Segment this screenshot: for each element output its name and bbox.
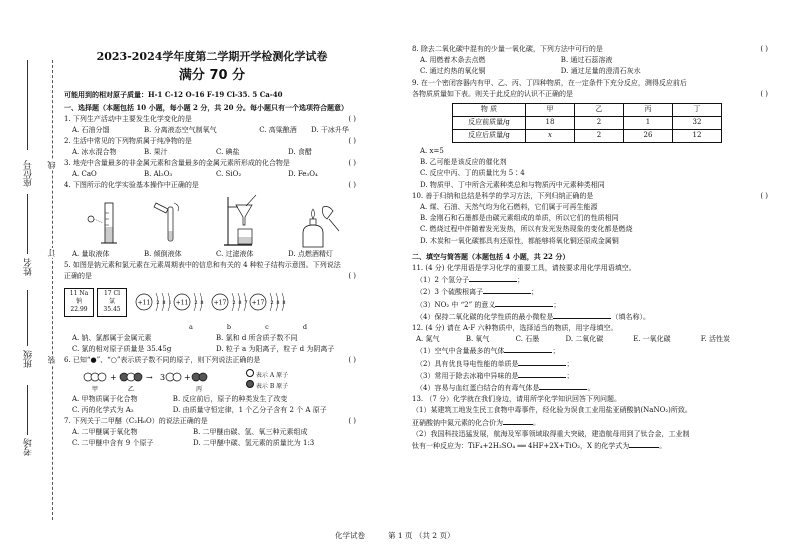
option: A. 甲物质属于化合物: [72, 395, 138, 403]
svg-text:3: 3: [160, 373, 166, 382]
electron-count: 8: [200, 300, 204, 306]
question-stem: 11. (4 分) 化学用语是学习化学的重要工具，请按要求用化学用语填空。: [412, 264, 636, 273]
question-stem: 9. 在一个密闭容器内有甲、乙、丙、丁四种物质，在一定条件下充分反应，测得反应前后: [412, 78, 687, 87]
question-stem: 10. 善于归纳和总结是科学的学习方法，下列归纳正确的是: [412, 191, 594, 200]
measuring-cylinder-icon: [83, 201, 123, 249]
question-stem: 1. 下列生产活动中主要发生化学变化的是: [64, 115, 192, 123]
question-9: [412, 78, 772, 100]
reactant-label-jia: 甲: [92, 386, 99, 393]
table-cell: 1: [624, 117, 673, 130]
option: B. 乙可能是该反应的催化剂: [420, 158, 507, 167]
answer-bracket: ( ): [760, 45, 768, 53]
table-cell: 反应后质量/g: [453, 130, 526, 143]
q1-options: [64, 125, 360, 136]
table-cell: 乙: [575, 104, 624, 117]
option: A. 煤、石油、天然气均为化石燃料，它们属于可再生能源: [420, 203, 598, 212]
option: A. 钠、氯都属于金属元素: [72, 334, 152, 342]
question-stem: 6. 已知“●”、“○”表示质子数不同的原子，则下列说法正确的是: [64, 356, 261, 364]
table-header-row: [453, 104, 722, 117]
chlorine-element-cell: 17 Cl 氯 35.45: [97, 288, 127, 317]
answer-blank[interactable]: [518, 358, 566, 366]
option: D. 食醋: [288, 148, 312, 156]
fill-item: （3）NO₂ 中 “2” 的意义 ；: [416, 300, 561, 309]
option: C. 高粱酿酒: [259, 126, 297, 134]
question-stem-line2: 正确的是 ( ): [64, 272, 356, 280]
question-stem: 2. 生活中常见的下列物质属于纯净物的是: [64, 137, 192, 145]
particle-label-d: d: [302, 323, 308, 331]
answer-bracket: ( ): [348, 181, 356, 189]
option: B. 通过石蕊溶液: [560, 56, 613, 65]
electron-count: 2: [270, 300, 274, 306]
question-1: [64, 114, 360, 125]
table-cell: 丁: [673, 104, 722, 117]
answer-blank[interactable]: [629, 440, 659, 448]
q12-options: [412, 334, 772, 345]
option: C. 燃烧过程中伴随着发光发热，所以有发光发热现象的变化都是燃烧: [420, 225, 633, 234]
table-row: [453, 117, 722, 130]
electron-count: 8: [276, 300, 280, 306]
question-4: [64, 180, 360, 191]
answer-bracket: ( ): [760, 89, 768, 98]
option: A. 氮气: [416, 335, 440, 344]
graduated-cylinder-figure: [83, 201, 123, 249]
option: B. 金刚石和石墨都是由碳元素组成的单质，所以它们的性质相同: [420, 214, 619, 223]
fill-item: 亚硝酸钠中氮元素的化合价为 。: [412, 418, 540, 427]
option: D. 由质量守恒定律，1 个乙分子含有 2 个 A 原子: [172, 406, 327, 414]
line-mark-xian: 线: [47, 161, 56, 169]
option: C. 氯的相对原子质量是 35.45g: [72, 345, 172, 353]
q6-legend: 表示 A 原子 表示 B 原子: [246, 369, 288, 391]
option: D. 二氧化碳: [565, 335, 604, 344]
option: A. 用燃着木条去点燃: [420, 56, 486, 65]
table-cell: 26: [624, 130, 673, 143]
q9-options: [412, 146, 772, 191]
electron-count: 8: [162, 300, 166, 306]
question-2: [64, 136, 360, 147]
class-field: [27, 290, 28, 346]
fill-item: （1）空气中含量最多的气体 ；: [416, 347, 560, 356]
electron-count: 2: [232, 300, 236, 306]
answer-bracket: ( ): [348, 115, 356, 123]
option: D. 干冰升华: [311, 126, 349, 134]
name-label: 姓名: [24, 258, 34, 276]
q2-options: [64, 147, 360, 158]
option: D. 二甲醚中碳、氢元素的质量比为 1:3: [192, 439, 315, 447]
answer-blank[interactable]: [553, 311, 611, 319]
filter-funnel-icon: [222, 193, 266, 249]
answer-blank[interactable]: [495, 299, 553, 307]
q4-lab-figures: [64, 191, 360, 249]
option: A. 量取液体: [72, 250, 110, 258]
option: A. 石油分馏: [72, 126, 110, 134]
answer-blank[interactable]: [469, 274, 517, 282]
q5-options: [64, 333, 360, 355]
question-10: [412, 191, 772, 202]
option: A. x=5: [420, 147, 444, 156]
nucleus-charge: +17: [251, 299, 265, 307]
reactant-label-yi: 乙: [128, 386, 135, 393]
question-5: [64, 260, 360, 282]
q13-part2: （2）我国科技迅猛发展，航海及军事领域取得重大突破，建造航母用到了钛合金，工业制: [412, 429, 690, 438]
class-label: 班级: [24, 350, 34, 368]
q13-part1: （1）某建筑工地发生民工食物中毒事件，经化验为误食工业用盐亚硝酸钠(NaNO₂)所致。: [412, 406, 692, 415]
right-column: [412, 44, 772, 452]
question-stem: 12. (4 分) 请在 A-F 六种物质中，选择适当的物质，用字母填空。: [412, 324, 618, 333]
option: A. 冰水混合物: [72, 148, 117, 156]
q7-options: [64, 427, 360, 449]
option: B. 果汁: [144, 148, 168, 156]
line-mark-zhuang: 装: [47, 356, 56, 364]
fill-item: （2）3 个硫酸根离子 ；: [416, 288, 539, 297]
svg-text:+: +: [110, 373, 117, 382]
alcohol-lamp-figure: [295, 201, 341, 249]
option: B. Al₂O₃: [144, 170, 173, 178]
option: B. 分离液态空气制氧气: [144, 126, 217, 134]
q6-reaction-diagram: [64, 366, 360, 394]
option: A. 二甲醚属于氧化物: [72, 428, 138, 436]
filtering-figure: [222, 193, 266, 249]
q10-options: [412, 202, 772, 247]
seat-number-field: [27, 60, 28, 150]
question-stem: 4. 下图所示的化学实验基本操作中正确的是: [64, 181, 199, 189]
exam-room-field: [27, 385, 28, 435]
sodium-element-cell: 11 Na 钠 22.99: [64, 288, 94, 317]
q5-particle-labels: [64, 322, 360, 333]
left-column: [64, 44, 360, 449]
atom-b-legend-icon: [246, 380, 254, 388]
nucleus-charge: +17: [213, 299, 227, 307]
question-stem: 3. 地壳中含量最多的非金属元素和含量最多的金属元素所形成的化合物是: [64, 159, 290, 167]
atomic-masses: 可能用到的相对原子质量：H-1 C-12 O-16 F-19 Cl-35. 5 Ca-40: [64, 90, 283, 99]
question-stem: 5. 如图是钠元素和氯元素在元素周期表中的信息和有关的 4 种粒子结构示意图。下列说法: [64, 261, 341, 269]
table-cell: 物 质: [453, 104, 526, 117]
question-stem: 13. （7 分）化学就在我们身边，请用所学化学知识回答下列问题。: [412, 395, 622, 404]
table-cell: 反应前质量/g: [453, 117, 526, 130]
particle-structure-diagrams: [130, 285, 354, 319]
option: B. 倾倒液体: [144, 250, 182, 258]
electron-count: 2: [156, 300, 160, 306]
q9-mass-table: [452, 103, 722, 143]
pouring-liquid-figure: [152, 197, 192, 249]
line-mark-ding: 订: [47, 249, 56, 257]
svg-text:+: +: [184, 373, 191, 382]
nucleus-charge: +11: [137, 299, 151, 307]
fill-item: （1）2 个氢分子 ；: [416, 276, 525, 285]
product-label-bing: 丙: [196, 386, 203, 393]
section1-heading: 一、选择题（本题包括 10 小题，每小题 2 分，共 20 分。每小题只有一个选项符合题意）: [64, 103, 348, 112]
table-row: [453, 130, 722, 143]
answer-blank[interactable]: [503, 417, 533, 425]
svg-text:→: →: [146, 373, 153, 382]
option: C. 过滤液体: [216, 250, 254, 258]
question-13: [412, 394, 772, 452]
answer-blank[interactable]: [539, 382, 587, 390]
particle-label-c: c: [265, 323, 269, 331]
answer-bracket: ( ): [348, 272, 356, 280]
answer-blank[interactable]: [504, 345, 552, 353]
binding-dashed-line: [52, 60, 53, 520]
electron-count: 8: [282, 300, 286, 306]
electron-count: 2: [194, 300, 198, 306]
q5-element-diagrams: [64, 282, 360, 322]
question-8: [412, 44, 772, 55]
question-stem-line2: 各物质质量如下表。则关于此反应的认识不正确的是: [412, 89, 573, 98]
q8-options: [412, 55, 772, 77]
table-cell: 2: [575, 130, 624, 143]
footer-subject: 化学试卷: [335, 531, 365, 540]
option: D. 物质甲、丁中所含元素种类总和与物质丙中元素种类相同: [420, 180, 605, 189]
question-stem: 8. 除去二氧化碳中混有的少量一氧化碳，下列方法中可行的是: [412, 45, 603, 53]
seat-number-label: 座位号: [24, 160, 34, 187]
exam-room-label: 考场: [24, 438, 34, 456]
question-3: [64, 158, 360, 169]
option: C. 通过灼热的氧化铜: [420, 67, 486, 76]
question-12: [412, 323, 772, 394]
option: D. 点燃酒精灯: [288, 250, 333, 258]
electron-count: 1: [168, 300, 172, 306]
electron-count: 8: [238, 300, 242, 306]
option: B. 氯和 d 所含质子数不同: [216, 334, 298, 342]
name-field: [27, 194, 28, 254]
option: E. 一氧化碳: [633, 335, 671, 344]
table-cell: 12: [673, 130, 722, 143]
table-cell: 32: [673, 117, 722, 130]
q6-options: [64, 394, 360, 416]
answer-bracket: ( ): [348, 356, 356, 364]
fill-item: 钛有一种反应为：TiF₄+2H₂SO₄ ══ 4HF+2X+TiO₂，X 的化学式为 。: [412, 442, 667, 451]
fill-item: （4）保持二氧化碳的化学性质的最小微粒是 （填名称）。: [416, 312, 650, 321]
table-cell: 18: [526, 117, 575, 130]
q4-options: [64, 249, 360, 260]
question-6: [64, 355, 360, 366]
option: C. 丙的化学式为 A₂: [72, 406, 134, 414]
fill-item: （2）具有优良导电性能的单质是 ；: [416, 359, 574, 368]
table-cell: 2: [575, 117, 624, 130]
option: D. 粒子 a 为阳离子，粒子 d 为阴离子: [216, 345, 335, 353]
option: C. 碘盐: [216, 148, 240, 156]
exam-title: 2023-2024学年度第二学期开学检测化学试卷: [96, 50, 328, 63]
option: B. 二甲醚由碳、氢、氧三种元素组成: [192, 428, 308, 436]
question-stem: 7. 下列关于二甲醚（C₂H₆O）的说法正确的是: [64, 417, 208, 425]
electron-count: 7: [244, 300, 248, 306]
particle-label-a: a: [189, 323, 193, 331]
section2-heading: 二、填空与简答题（本题包括 4 小题，共 22 分）: [412, 251, 570, 261]
q3-options: [64, 169, 360, 180]
option: B. 氧气: [465, 335, 490, 344]
option: A. CaO: [72, 170, 97, 178]
molecule-reaction-figure: [80, 367, 240, 393]
nucleus-charge: +11: [175, 299, 189, 307]
binding-margin: [0, 0, 62, 550]
footer-page-number: 第 1 页 （共 2 页）: [388, 531, 455, 540]
answer-bracket: ( ): [348, 137, 356, 145]
answer-blank[interactable]: [518, 370, 566, 378]
answer-bracket: ( ): [348, 417, 356, 425]
table-cell: x: [526, 130, 575, 143]
option: C. 二甲醚中含有 9 个原子: [72, 439, 154, 447]
answer-blank[interactable]: [483, 286, 531, 294]
particle-label-b: b: [226, 323, 232, 331]
alcohol-lamp-icon: [295, 201, 341, 249]
atom-a-legend-icon: [246, 369, 254, 377]
table-cell: 丙: [624, 104, 673, 117]
fill-item: （4）容易与血红蛋白结合的有毒气体是 。: [416, 384, 595, 393]
table-cell: 甲: [526, 104, 575, 117]
fill-item: （3）常用于除去冰箱中异味的是 ；: [416, 371, 574, 380]
option: D. 木炭和一氧化碳都具有还原性，都能够将氧化铜还原成金属铜: [420, 236, 619, 245]
test-tube-pouring-icon: [152, 197, 192, 249]
option: C. SiO₂: [216, 170, 242, 178]
option: D. Fe₃O₄: [288, 170, 318, 178]
answer-bracket: ( ): [760, 191, 768, 200]
answer-bracket: ( ): [348, 159, 356, 167]
question-11: [412, 263, 772, 323]
option: C. 石墨: [515, 335, 540, 344]
option: C. 反应中丙、丁的质量比为 5∶4: [420, 169, 525, 178]
option: F. 活性炭: [700, 335, 730, 344]
option: B. 反应前后，原子的种类发生了改变: [172, 395, 288, 403]
option: D. 通过足量的澄清石灰水: [560, 67, 641, 76]
question-7: [64, 416, 360, 427]
total-score: 满分 70 分: [178, 68, 246, 83]
